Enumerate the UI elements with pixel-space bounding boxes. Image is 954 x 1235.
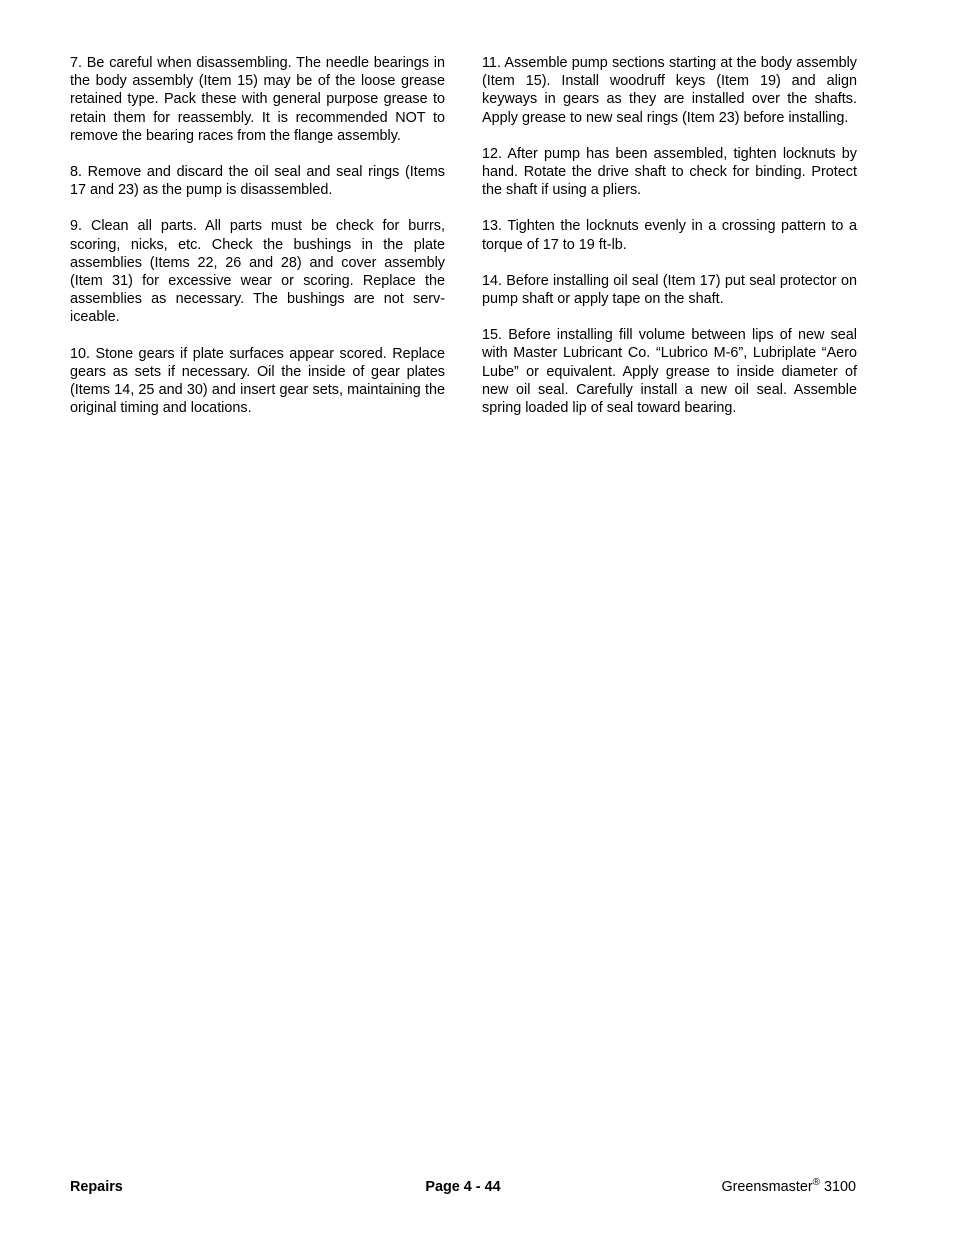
step-14-paragraph: 14. Before installing oil seal (Item 17) put seal protector on pump shaft or apply tape on the shaft.	[482, 272, 857, 308]
right-column	[482, 54, 857, 435]
step-10-paragraph: 10. Stone gears if plate surfaces appear scored. Replace gears as sets if necessary. Oil the inside of gear plates (Items 14, 25 and 30) and insert gear sets, maintaining the original timing and locations.	[70, 345, 445, 417]
step-15-paragraph: 15. Before installing fill volume between lips of new seal with Master Lubricant Co. “Lubrico M-6”, Lubriplate “Aero Lube” or equivalent. Apply grease to inside diameter of new oil seal. Carefully install a new oil seal. Assemble spring loaded lip of seal toward bearing.	[482, 327, 857, 417]
step-7-paragraph: 7. Be careful when disassembling. The needle bearings in the body assembly (Item 15) may be of the loose grease retained type. Pack these with general purpose grease to retain them for reassembly. It is recommended NOT to remove the bearing races from the flange assembly.	[70, 55, 445, 144]
footer-product-name: Greensmaster	[721, 1179, 813, 1195]
page-footer	[70, 1179, 856, 1201]
step-13-paragraph: 13. Tighten the locknuts evenly in a crossing pattern to a torque of 17 to 19 ft-lb.	[482, 218, 857, 253]
left-column	[70, 54, 445, 435]
registered-mark: ®	[812, 1177, 820, 1189]
footer-product	[721, 1179, 856, 1195]
step-12-paragraph: 12. After pump has been assembled, tighten locknuts by hand. Rotate the drive shaft to check for binding. Protect the shaft if using a pliers.	[482, 145, 857, 199]
step-8-paragraph: 8. Remove and discard the oil seal and seal rings (Items 17 and 23) as the pump is disassembled.	[70, 164, 445, 199]
footer-model: 3100	[823, 1179, 856, 1195]
step-11-paragraph: 11. Assemble pump sections starting at the body assembly (Item 15). Install woodruff keys (Item 19) and align keyways in gears as they are installed over the shafts. Apply grease to new seal rings (Item 23) before installing.	[482, 55, 857, 126]
footer-page-number: Page 4 - 44	[425, 1179, 501, 1195]
step-9-paragraph: 9. Clean all parts. All parts must be check for burrs, scoring, nicks, etc. Check the bushings in the plate assemblies (Items 22, 26 and 28) and cover assembly (Item 31) for excessive wear or scoring. Replace the assemblies as necessary. The bushings are not serviceable.	[70, 218, 445, 326]
footer-section-label: Repairs	[70, 1179, 123, 1195]
